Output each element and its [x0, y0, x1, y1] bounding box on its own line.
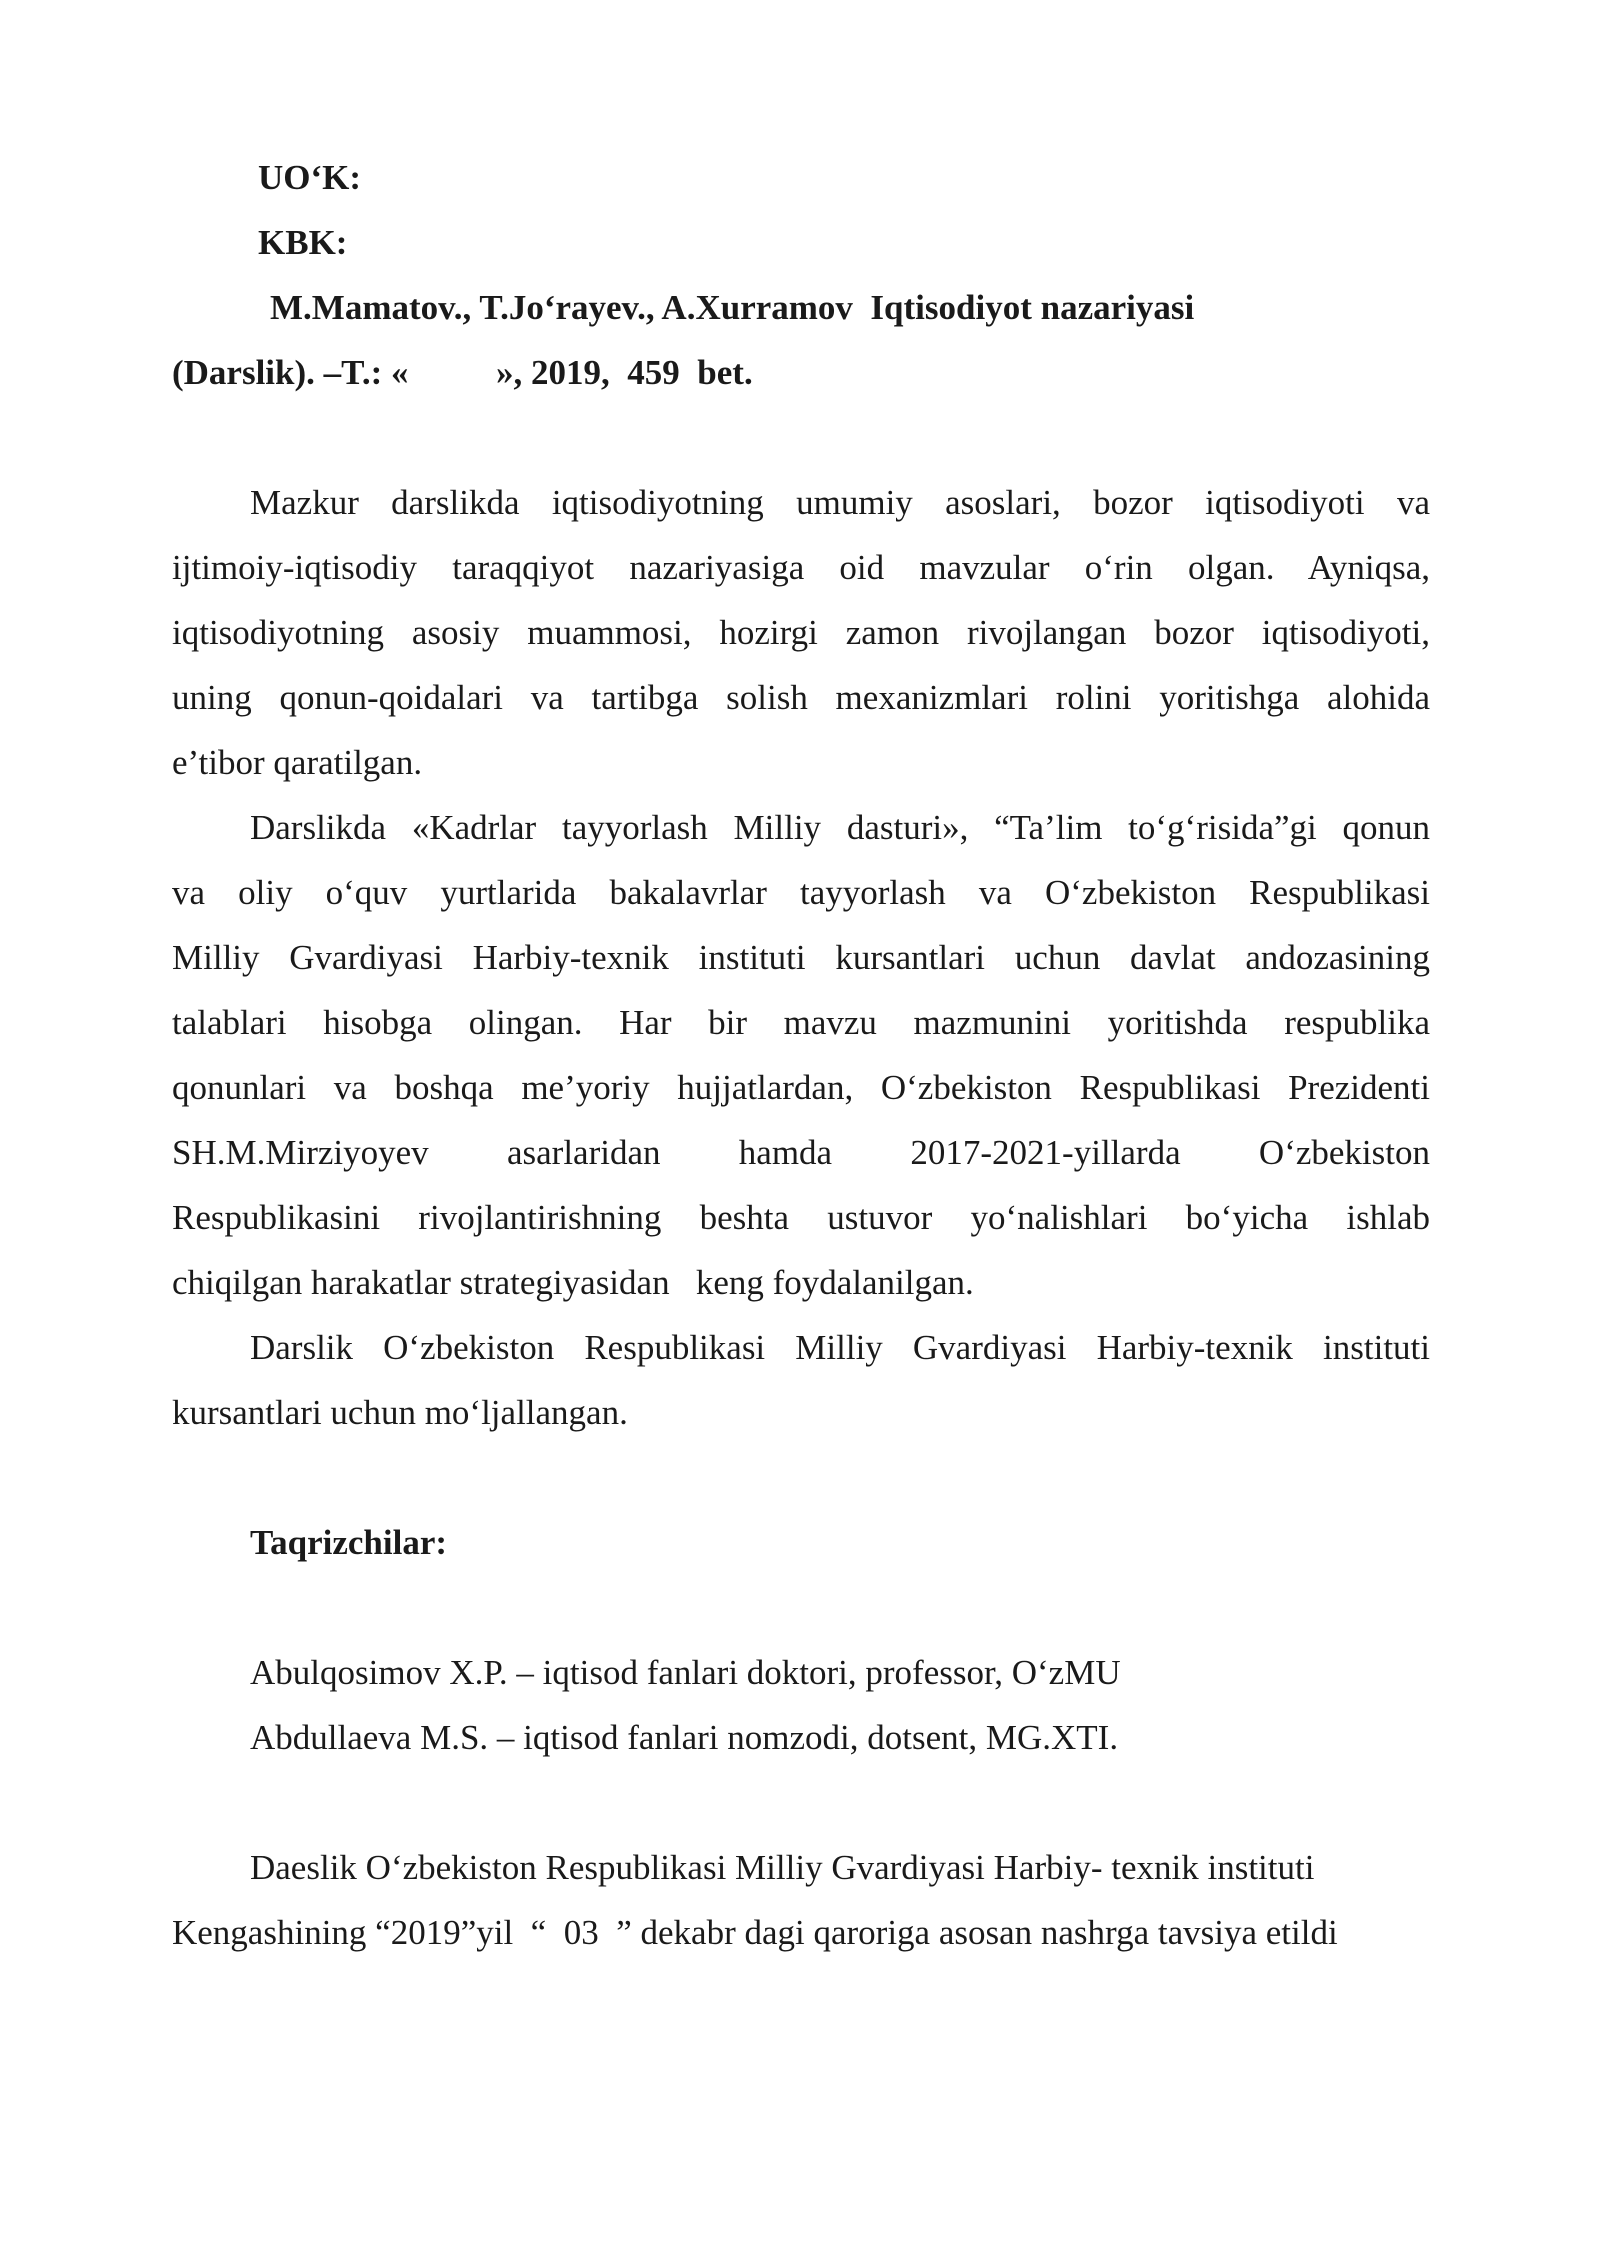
- abstract-p2-line-1: Darslikda «Kadrlar tayyorlash Milliy dasturi», “Ta’lim to‘g‘risida”gi qonun: [250, 808, 1430, 847]
- abstract-p2-line-8: chiqilgan harakatlar strategiyasidan keng foydalanilgan.: [172, 1263, 974, 1302]
- abstract-p3-line-2: kursantlari uchun mo‘ljallangan.: [172, 1393, 628, 1432]
- abstract-p1-line-5: e’tibor qaratilgan.: [172, 743, 423, 782]
- abstract-p1-line-2: ijtimoiy-iqtisodiy taraqqiyot nazariyasiga oid mavzular o‘rin olgan. Ayniqsa,: [172, 548, 1430, 587]
- citation-line-1: M.Mamatov., T.Jo‘rayev., A.Xurramov Iqtisodiyot nazariyasi: [270, 288, 1195, 327]
- abstract-p1-line-1: Mazkur darslikda iqtisodiyotning umumiy asoslari, bozor iqtisodiyoti va: [250, 483, 1430, 522]
- approval-line-2: Kengashining “2019”yil “ 03 ” dekabr dagi qaroriga asosan nashrga tavsiya etildi: [172, 1913, 1338, 1952]
- kbk-label: KBK:: [258, 223, 348, 262]
- abstract-p2-line-4: talablari hisobga olingan. Har bir mavzu mazmunini yoritishda respublika: [172, 1003, 1430, 1042]
- abstract-p2-line-2: va oliy o‘quv yurtlarida bakalavrlar tayyorlash va O‘zbekiston Respublikasi: [172, 873, 1430, 912]
- uok-label: UO‘K:: [258, 158, 362, 197]
- reviewer-item: Abulqosimov X.P. – iqtisod fanlari doktori, professor, O‘zMU: [250, 1653, 1121, 1692]
- abstract-p1-line-3: iqtisodiyotning asosiy muammosi, hozirgi zamon rivojlangan bozor iqtisodiyoti,: [172, 613, 1430, 652]
- reviewer-item: Abdullaeva M.S. – iqtisod fanlari nomzodi, dotsent, MG.XTI.: [250, 1718, 1119, 1757]
- reviewers-heading: Taqrizchilar:: [250, 1523, 448, 1562]
- abstract-p2-line-7: Respublikasini rivojlantirishning beshta ustuvor yo‘nalishlari bo‘yicha ishlab: [172, 1198, 1430, 1237]
- abstract-p2-line-6: SH.M.Mirziyoyev asarlaridan hamda 2017-2021-yillarda O‘zbekiston: [172, 1133, 1430, 1172]
- abstract-p2-line-3: Milliy Gvardiyasi Harbiy-texnik instituti kursantlari uchun davlat andozasining: [172, 938, 1430, 977]
- approval-line-1: Daeslik O‘zbekiston Respublikasi Milliy Gvardiyasi Harbiy- texnik instituti: [250, 1848, 1315, 1887]
- abstract-p1-line-4: uning qonun-qoidalari va tartibga solish mexanizmlari rolini yoritishga alohida: [172, 678, 1430, 717]
- abstract-p2-line-5: qonunlari va boshqa me’yoriy hujjatlardan, O‘zbekiston Respublikasi Prezidenti: [172, 1068, 1430, 1107]
- citation-line-2: (Darslik). –T.: « », 2019, 459 bet.: [172, 353, 753, 392]
- abstract-p3-line-1: Darslik O‘zbekiston Respublikasi Milliy Gvardiyasi Harbiy-texnik instituti: [250, 1328, 1430, 1367]
